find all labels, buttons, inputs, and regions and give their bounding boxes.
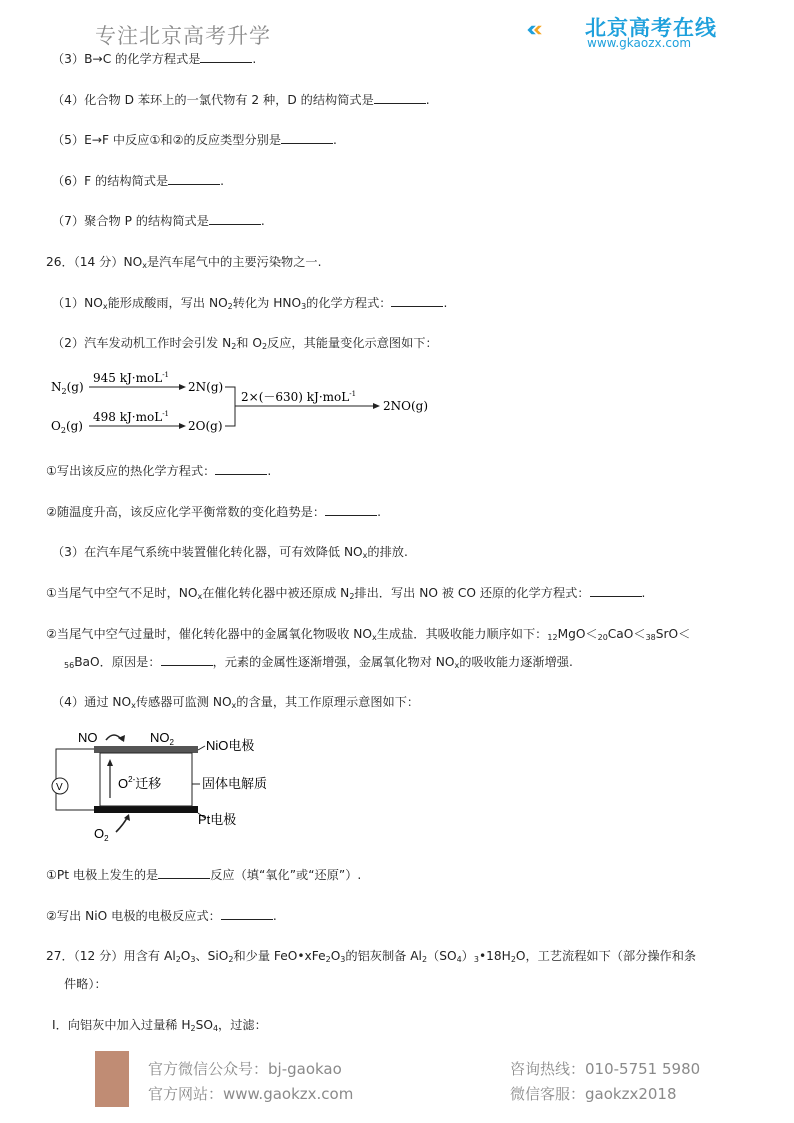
question-26-2-1: ①写出该反应的热化学方程式： . [46, 464, 272, 478]
question-26-title: 26．（14 分）$NO_x$是汽车尾气中的主要污染物之一. [46, 255, 322, 270]
footer-hotline: 咨询热线：010-5751 5980 [510, 1060, 701, 1078]
energy-diagram [45, 368, 445, 442]
product-label: 2NO(g) [383, 399, 429, 413]
header-title: 专注北京高考升学 [95, 24, 271, 48]
logo-url: www.gkaozx.com [587, 36, 692, 50]
question-26-3: （3）在汽车尾气系统中装置催化转化器，可有效降低 $NO_x$的排放. [52, 545, 408, 560]
n2-arrowhead [179, 384, 186, 390]
question-26-4-1: ①Pt 电极上发生的是 反应（填“氧化”或“还原”）. [46, 868, 362, 882]
e2-label: 498 kJ·moL$^{-1}$ [93, 410, 170, 424]
question-27-cont: 件略）： [64, 977, 107, 991]
question-26-3-2-cont: $_{56}$BaO．原因是： ，元素的金属性逐渐增强，金属氧化物对 $NO_x$的吸收能力逐渐增强. [64, 655, 573, 670]
combine-arrowhead [373, 403, 380, 409]
question-26-4: （4）通过 $NO_x$传感器可监测 $NO_x$的含量，其工作原理示意图如下： [52, 695, 420, 710]
o2-label: $O_2(g)$ [51, 419, 83, 435]
question-26-4-2: ②写出 NiO 电极的电极反应式： . [46, 909, 277, 923]
pt-electrode [94, 806, 198, 813]
o-atom-label: 2O(g) [188, 419, 223, 433]
question-26-2-2: ②随温度升高，该反应化学平衡常数的变化趋势是： . [46, 505, 381, 519]
logo-text: 北京高考在线 [585, 16, 717, 40]
nio-label: NiO电极 [206, 738, 255, 753]
question-27: 27．（12 分）用含有 $Al_2O_3$、SiO$_2$和少量 $FeO•xFe_2O_3$的铝灰制备 $Al_2(SO_4)_3•18H_2O$，工艺流程如下（部分操作和条 [46, 949, 697, 964]
footer-bar [95, 1051, 129, 1107]
n2-label: $N_2(g)$ [51, 380, 84, 396]
migration-label: $O^{2-}$迁移 [118, 775, 162, 791]
question-4: （4）化合物 D 苯环上的一氯代物有 2 种，D 的结构简式是 . [52, 93, 430, 107]
nio-electrode [94, 746, 198, 753]
question-5: （5）E→F 中反应①和②的反应类型分别是 . [52, 133, 337, 147]
bracket [225, 387, 235, 426]
sensor-diagram [48, 726, 288, 846]
logo-icon [525, 8, 585, 52]
e1-label: 945 kJ·moL$^{-1}$ [93, 371, 170, 385]
question-26-3-1: ①当尾气中空气不足时，$NO_x$在催化转化器中被还原成 $N_2$排出．写出 NO 被 CO 还原的化学方程式： . [46, 586, 646, 601]
o2-sensor-label: $O_2$ [94, 826, 109, 843]
question-6: （6）F 的结构简式是 . [52, 174, 225, 188]
pt-label: Pt电极 [198, 812, 237, 827]
n-atom-label: 2N(g) [188, 380, 224, 394]
footer-wechat: 官方微信公众号：bj-gaokao [148, 1060, 342, 1078]
svg-text:V: V [56, 782, 63, 793]
no-label: NO [78, 730, 98, 745]
question-7: （7）聚合物 P 的结构简式是 . [52, 214, 265, 228]
combine-label: 2×(－630) kJ·moL$^{-1}$ [241, 390, 357, 404]
electrolyte-label: 固体电解质 [202, 776, 268, 791]
question-27-I: Ⅰ．向铝灰中加入过量稀 $H_2SO_4$，过滤： [52, 1018, 267, 1033]
footer-site: 官方网站：www.gaokzx.com [148, 1085, 354, 1103]
question-26-1: $(1)NO_x$能形成酸雨，写出 $NO_2$转化为 $HNO_3$的化学方程式： . [52, 296, 448, 311]
no2-label: $NO_2$ [150, 730, 174, 747]
question-3: （3）B→C 的化学方程式是 . [52, 52, 257, 66]
o2-arrowhead [179, 423, 186, 429]
question-26-3-2: ②当尾气中空气过量时，催化转化器中的金属氧化物吸收 $NO_x$生成盐．其吸收能力顺序如下：$_{12}MgO<_{20}CaO<_{38}SrO<$ [46, 627, 691, 642]
question-26-2: （2）汽车发动机工作时会引发 $N_2$和 $O_2$反应，其能量变化示意图如下： [52, 336, 438, 351]
footer-service: 微信客服：gaokzx2018 [510, 1085, 677, 1103]
